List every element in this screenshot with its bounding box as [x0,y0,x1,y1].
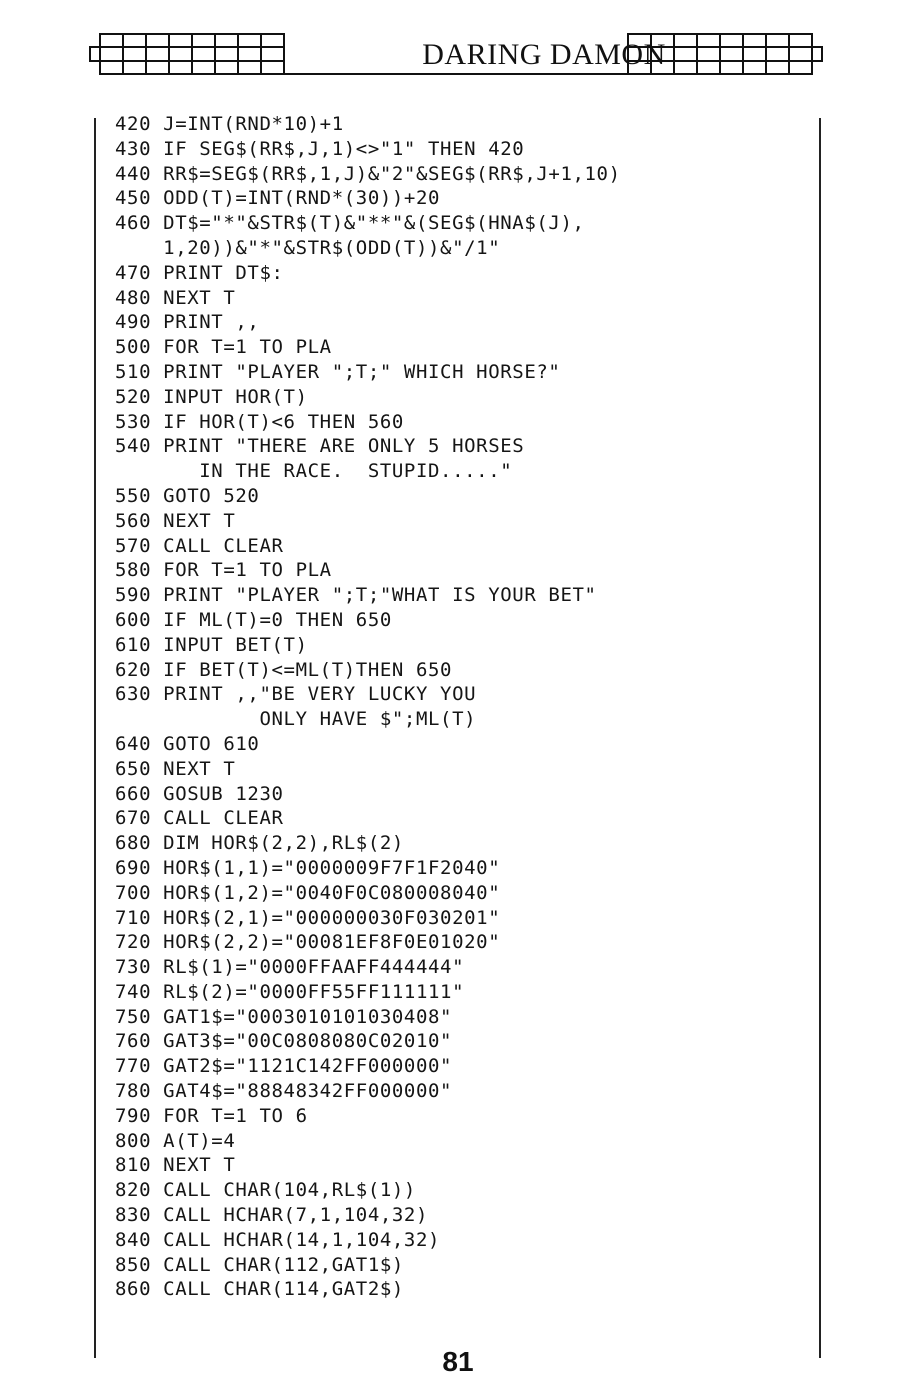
code-line: 690 HOR$(1,1)="0000009F7F1F2040" [115,856,501,879]
page-number: 81 [442,1346,474,1377]
code-line: 800 A(T)=4 [115,1129,236,1152]
right-margin-rule [819,118,821,1358]
code-line: 550 GOTO 520 [115,484,260,507]
code-line: 840 CALL HCHAR(14,1,104,32) [115,1228,441,1251]
code-line: 600 IF ML(T)=0 THEN 650 [115,608,392,631]
code-line: 420 J=INT(RND*10)+1 [115,113,344,135]
code-line: 520 INPUT HOR(T) [115,385,308,408]
code-line: 640 GOTO 610 [115,732,260,755]
code-line: 850 CALL CHAR(112,GAT1$) [115,1253,404,1276]
code-line: 620 IF BET(T)<=ML(T)THEN 650 [115,658,453,681]
code-line: 820 CALL CHAR(104,RL$(1)) [115,1179,416,1202]
code-line: 510 PRINT "PLAYER ";T;" WHICH HORSE?" [115,360,561,383]
code-line: 490 PRINT ,, [115,311,260,334]
code-line: 860 CALL CHAR(114,GAT2$) [115,1278,404,1301]
code-line: ONLY HAVE $";ML(T) [115,708,477,731]
page-header [88,30,824,78]
code-line: 480 NEXT T [115,286,236,309]
code-line: 1,20))&"*"&STR$(ODD(T))&"/1" [115,236,501,259]
code-line: 650 NEXT T [115,757,236,780]
left-margin-rule [94,118,96,1358]
code-line: 750 GAT1$="0003010101030408" [115,1005,453,1028]
code-line: 780 GAT4$="88848342FF000000" [115,1080,453,1103]
code-line: 730 RL$(1)="0000FFAAFF444444" [115,956,465,979]
code-line: 450 ODD(T)=INT(RND*(30))+20 [115,187,441,210]
code-line: IN THE RACE. STUPID....." [115,460,513,483]
code-line: 740 RL$(2)="0000FF55FF111111" [115,980,465,1003]
code-line: 630 PRINT ,,"BE VERY LUCKY YOU [115,683,477,706]
program-listing [115,112,815,1302]
code-line: 770 GAT2$="1121C142FF000000" [115,1055,453,1078]
code-line: 570 CALL CLEAR [115,534,284,557]
code-line: 470 PRINT DT$: [115,261,284,284]
code-line: 700 HOR$(1,2)="0040F0C080008040" [115,881,501,904]
page-title: DARING DAMON [422,38,666,71]
code-line: 530 IF HOR(T)<6 THEN 560 [115,410,404,433]
code-line: 790 FOR T=1 TO 6 [115,1104,308,1127]
code-line: 680 DIM HOR$(2,2),RL$(2) [115,832,404,855]
code-line: 710 HOR$(2,1)="000000030F030201" [115,906,501,929]
code-line: 430 IF SEG$(RR$,J,1)<>"1" THEN 420 [115,137,525,160]
code-line: 720 HOR$(2,2)="00081EF8F0E01020" [115,931,501,954]
code-line: 560 NEXT T [115,509,236,532]
code-line: 460 DT$="*"&STR$(T)&"**"&(SEG$(HNA$(J), [115,212,585,235]
code-line: 540 PRINT "THERE ARE ONLY 5 HORSES [115,435,525,458]
code-line: 580 FOR T=1 TO PLA [115,559,332,582]
code-line: 810 NEXT T [115,1154,236,1177]
code-line: 500 FOR T=1 TO PLA [115,336,332,359]
code-line: 610 INPUT BET(T) [115,633,308,656]
code-line: 830 CALL HCHAR(7,1,104,32) [115,1204,429,1227]
code-line: 660 GOSUB 1230 [115,782,284,805]
code-line: 760 GAT3$="00C0808080C02010" [115,1030,453,1053]
code-line: 440 RR$=SEG$(RR$,1,J)&"2"&SEG$(RR$,J+1,10) [115,162,621,185]
code-line: 670 CALL CLEAR [115,807,284,830]
code-line: 590 PRINT "PLAYER ";T;"WHAT IS YOUR BET" [115,584,597,607]
